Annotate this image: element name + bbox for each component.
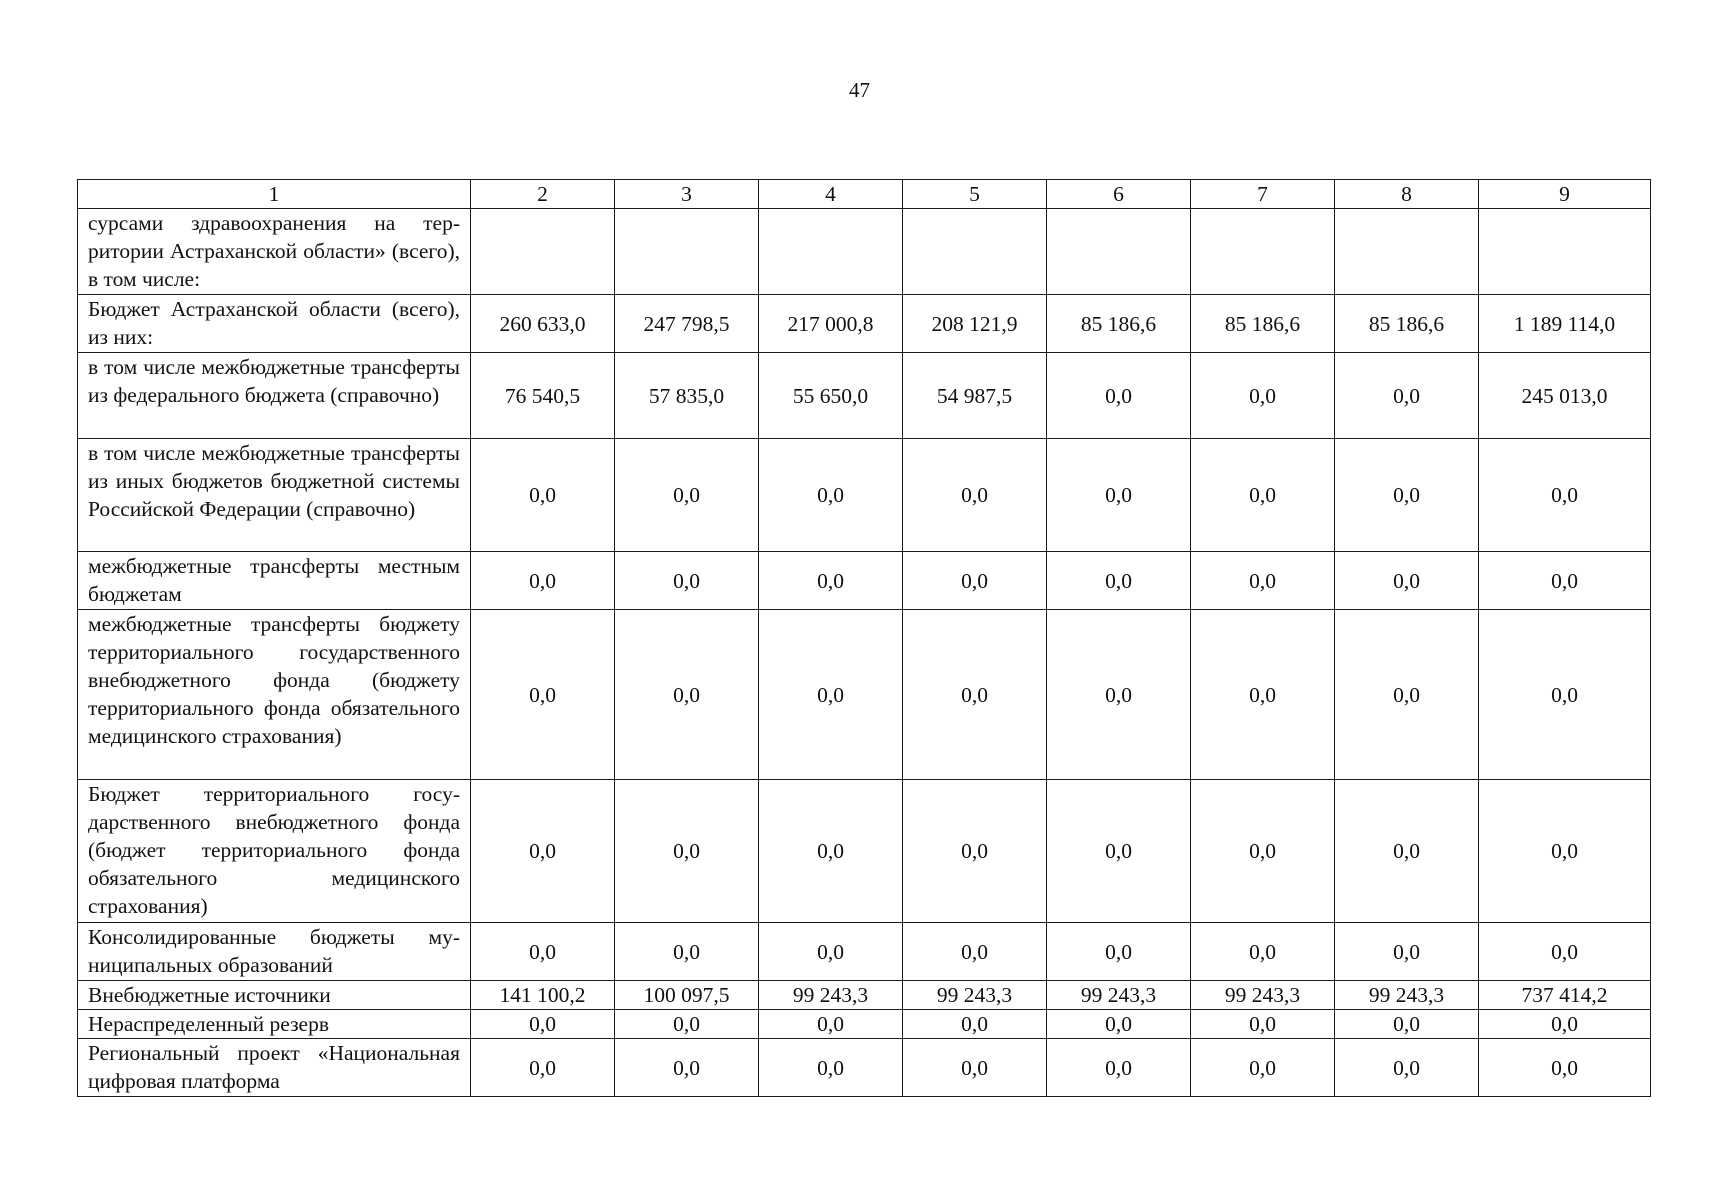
table-row [78, 1039, 1651, 1097]
table-cell: 0,0 [759, 610, 903, 780]
table-cell: 0,0 [615, 610, 759, 780]
table-cell: 99 243,3 [1335, 981, 1479, 1010]
table-cell: 0,0 [1047, 439, 1191, 552]
column-header: 4 [759, 180, 903, 209]
table-cell: 0,0 [471, 1039, 615, 1097]
row-label: в том числе межбюджетные трансферты из федерального бюджета (справочно) [78, 353, 471, 439]
table-cell: 0,0 [1047, 780, 1191, 923]
table-cell [615, 209, 759, 295]
table-cell: 0,0 [1191, 610, 1335, 780]
column-header: 7 [1191, 180, 1335, 209]
table-cell: 0,0 [1479, 439, 1651, 552]
table-cell: 0,0 [1479, 1010, 1651, 1039]
table-cell: 0,0 [615, 1039, 759, 1097]
table-cell: 0,0 [1191, 552, 1335, 610]
table-cell: 0,0 [1335, 439, 1479, 552]
table-cell: 260 633,0 [471, 295, 615, 353]
table-cell: 55 650,0 [759, 353, 903, 439]
column-header: 3 [615, 180, 759, 209]
table-cell: 0,0 [903, 923, 1047, 981]
column-header: 9 [1479, 180, 1651, 209]
table-cell: 0,0 [471, 552, 615, 610]
table-row [78, 610, 1651, 780]
table-cell: 208 121,9 [903, 295, 1047, 353]
table-cell: 0,0 [759, 1039, 903, 1097]
table-cell: 0,0 [759, 780, 903, 923]
table-cell: 0,0 [759, 439, 903, 552]
table-cell: 0,0 [759, 923, 903, 981]
row-label: Бюджет Астраханской области (всего), из них: [78, 295, 471, 353]
table-cell: 217 000,8 [759, 295, 903, 353]
table-cell: 0,0 [471, 780, 615, 923]
table-cell: 0,0 [471, 1010, 615, 1039]
table-cell: 100 097,5 [615, 981, 759, 1010]
table-cell: 247 798,5 [615, 295, 759, 353]
table-cell [1479, 209, 1651, 295]
table-header-row [78, 180, 1651, 209]
page-number: 47 [849, 78, 870, 102]
column-header: 6 [1047, 180, 1191, 209]
table-cell: 0,0 [1191, 1010, 1335, 1039]
table-row [78, 295, 1651, 353]
table-cell: 85 186,6 [1191, 295, 1335, 353]
table-row [78, 923, 1651, 981]
table-cell: 0,0 [1047, 353, 1191, 439]
table-row [78, 209, 1651, 295]
table-row [78, 1010, 1651, 1039]
table-cell [1335, 209, 1479, 295]
table-cell: 85 186,6 [1047, 295, 1191, 353]
column-header: 5 [903, 180, 1047, 209]
table-cell: 0,0 [1479, 610, 1651, 780]
table-cell: 737 414,2 [1479, 981, 1651, 1010]
table-cell: 57 835,0 [615, 353, 759, 439]
table-cell: 0,0 [615, 923, 759, 981]
table-cell: 0,0 [903, 780, 1047, 923]
table-cell: 0,0 [1335, 552, 1479, 610]
table-cell: 99 243,3 [759, 981, 903, 1010]
budget-table [77, 179, 1651, 1097]
table-cell: 0,0 [1335, 353, 1479, 439]
table-cell: 0,0 [471, 439, 615, 552]
column-header: 1 [78, 180, 471, 209]
table-cell: 0,0 [1479, 923, 1651, 981]
table-cell: 0,0 [1191, 923, 1335, 981]
table-cell: 0,0 [1047, 552, 1191, 610]
table-cell: 1 189 114,0 [1479, 295, 1651, 353]
row-label: Внебюджетные источники [78, 981, 471, 1010]
table-cell: 0,0 [1335, 610, 1479, 780]
table-cell: 0,0 [1479, 1039, 1651, 1097]
table-row [78, 439, 1651, 552]
table-cell: 0,0 [759, 1010, 903, 1039]
table-cell: 99 243,3 [1191, 981, 1335, 1010]
table-cell: 0,0 [1335, 923, 1479, 981]
table-cell: 0,0 [615, 780, 759, 923]
row-label: в том числе межбюджетные трансферты из иных бюджетов бюджетной системы Российской Федерации (справочно) [78, 439, 471, 552]
table-row [78, 780, 1651, 923]
table-cell: 0,0 [903, 1039, 1047, 1097]
table-cell: 0,0 [615, 439, 759, 552]
table-cell: 76 540,5 [471, 353, 615, 439]
table-cell: 0,0 [903, 610, 1047, 780]
table-cell: 0,0 [615, 552, 759, 610]
table-cell: 0,0 [903, 552, 1047, 610]
table-cell: 0,0 [1047, 1010, 1191, 1039]
table-cell: 85 186,6 [1335, 295, 1479, 353]
table-cell [1191, 209, 1335, 295]
row-label: Региональный проект «Национальная цифровая платформа [78, 1039, 471, 1097]
table-cell: 0,0 [1335, 780, 1479, 923]
table-cell: 0,0 [903, 439, 1047, 552]
table-cell: 54 987,5 [903, 353, 1047, 439]
table-cell: 0,0 [471, 923, 615, 981]
table-cell: 99 243,3 [1047, 981, 1191, 1010]
row-label: сурсами здравоохранения на территории Астраханской области» (всего), в том числе: [78, 209, 471, 295]
table-cell: 0,0 [1047, 923, 1191, 981]
table-cell: 0,0 [759, 552, 903, 610]
table-cell: 0,0 [1191, 439, 1335, 552]
row-label: межбюджетные трансферты бюджету территориального государственного внебюджетного фонда (бюджету территориального фонда обязательного медицинского страхования) [78, 610, 471, 780]
table-cell [903, 209, 1047, 295]
table-cell: 0,0 [1047, 1039, 1191, 1097]
table-cell: 245 013,0 [1479, 353, 1651, 439]
table-cell: 141 100,2 [471, 981, 615, 1010]
table-cell: 0,0 [471, 610, 615, 780]
table-row [78, 552, 1651, 610]
row-label: Бюджет территориального государственного внебюджетного фонда (бюджет территориального фонда обязательного медицинского страхования) [78, 780, 471, 923]
table-cell: 0,0 [1479, 780, 1651, 923]
table-cell: 0,0 [1335, 1010, 1479, 1039]
table-cell: 0,0 [1191, 353, 1335, 439]
table-cell: 0,0 [1191, 1039, 1335, 1097]
table-cell: 0,0 [903, 1010, 1047, 1039]
table-cell [471, 209, 615, 295]
row-label: Нераспределенный резерв [78, 1010, 471, 1039]
table-cell: 0,0 [1335, 1039, 1479, 1097]
table-cell: 0,0 [1191, 780, 1335, 923]
column-header: 2 [471, 180, 615, 209]
table-cell: 0,0 [1047, 610, 1191, 780]
table-row [78, 981, 1651, 1010]
column-header: 8 [1335, 180, 1479, 209]
table-cell [1047, 209, 1191, 295]
table-row [78, 353, 1651, 439]
table-cell: 99 243,3 [903, 981, 1047, 1010]
row-label: Консолидированные бюджеты муниципальных образований [78, 923, 471, 981]
table-cell: 0,0 [615, 1010, 759, 1039]
row-label: межбюджетные трансферты местным бюджетам [78, 552, 471, 610]
table-cell: 0,0 [1479, 552, 1651, 610]
table-cell [759, 209, 903, 295]
